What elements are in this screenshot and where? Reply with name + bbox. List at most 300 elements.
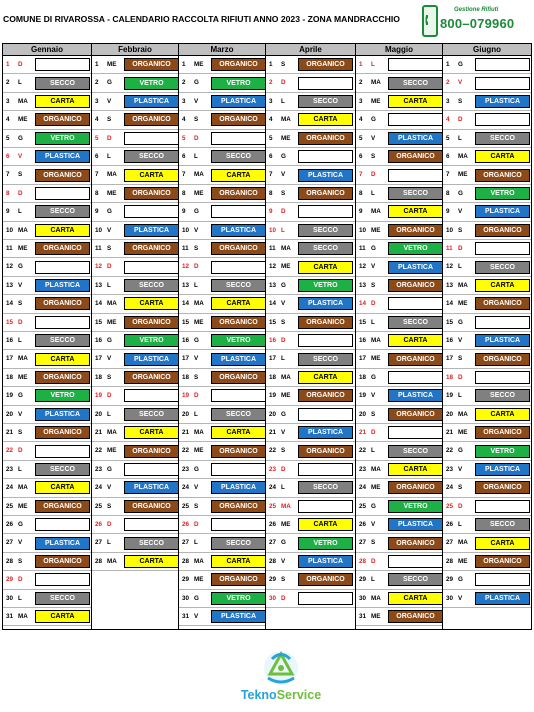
day-number: 27: [359, 539, 367, 547]
day-number: 25: [269, 502, 277, 510]
month-column-maggio: [355, 44, 442, 629]
day-number: 30: [269, 594, 277, 602]
day-row: [179, 203, 265, 221]
day-number: 13: [95, 281, 103, 289]
weekday: G: [371, 373, 376, 381]
weekday: S: [18, 429, 23, 436]
waste-type-carta: CARTA: [35, 95, 90, 108]
day-number: 28: [359, 557, 367, 565]
waste-type-carta: CARTA: [124, 169, 179, 182]
day-row: [92, 222, 178, 240]
day-number: 8: [359, 189, 363, 197]
waste-type-secco: SECCO: [298, 242, 353, 255]
weekday: MA: [18, 97, 28, 105]
no-collection: [298, 592, 353, 605]
day-row: [3, 442, 91, 460]
weekday: ME: [281, 263, 291, 271]
waste-type-carta: CARTA: [298, 113, 353, 126]
weekday: V: [281, 171, 286, 179]
weekday: V: [107, 226, 112, 234]
day-number: 15: [359, 318, 367, 326]
day-row: [92, 534, 178, 552]
day-number: 23: [95, 465, 103, 473]
weekday: MA: [194, 300, 204, 308]
day-row: [266, 258, 355, 276]
day-number: 28: [446, 557, 454, 565]
day-number: 6: [6, 153, 10, 160]
day-number: 22: [269, 447, 277, 455]
waste-type-organico: ORGANICO: [388, 408, 443, 421]
weekday: L: [18, 208, 22, 216]
day-number: 23: [359, 465, 367, 473]
day-row: [92, 148, 178, 166]
day-number: 18: [6, 373, 14, 381]
waste-type-organico: ORGANICO: [298, 316, 353, 329]
day-number: 19: [182, 392, 190, 400]
weekday: ME: [107, 318, 117, 326]
waste-type-organico: ORGANICO: [298, 132, 353, 145]
day-number: 12: [182, 263, 190, 271]
day-number: 10: [6, 226, 14, 234]
weekday: G: [281, 410, 286, 418]
weekday: G: [458, 61, 463, 68]
waste-type-secco: SECCO: [388, 316, 443, 329]
waste-type-secco: SECCO: [211, 408, 266, 421]
waste-type-carta: CARTA: [388, 95, 443, 108]
weekday: D: [194, 263, 199, 271]
day-number: 20: [6, 410, 14, 418]
day-row: [3, 406, 91, 424]
day-row: [266, 277, 355, 295]
weekday: V: [281, 429, 286, 436]
day-number: 9: [269, 208, 273, 216]
day-number: 11: [269, 245, 276, 252]
no-collection: [124, 205, 179, 218]
day-row: [3, 498, 91, 516]
day-row: [92, 350, 178, 368]
waste-type-carta: CARTA: [124, 555, 179, 568]
weekday: D: [107, 263, 112, 271]
waste-type-secco: SECCO: [388, 445, 443, 458]
day-number: 12: [269, 263, 277, 271]
day-row: [356, 148, 442, 166]
day-number: 19: [359, 392, 367, 400]
waste-type-carta: CARTA: [35, 481, 90, 494]
day-number: 24: [182, 484, 190, 492]
day-number: 8: [446, 189, 450, 197]
day-row: [92, 240, 178, 258]
day-number: 18: [359, 373, 367, 381]
day-number: 14: [6, 300, 14, 308]
day-number: 21: [6, 429, 14, 436]
waste-type-secco: SECCO: [211, 150, 266, 163]
day-row: [266, 295, 355, 313]
no-collection: [298, 408, 353, 421]
day-number: 11: [6, 245, 13, 252]
day-row: [266, 406, 355, 424]
month-header: Marzo: [179, 44, 265, 56]
weekday: D: [281, 465, 286, 473]
day-number: 26: [359, 521, 367, 528]
day-number: 27: [446, 539, 454, 547]
day-number: 28: [6, 557, 14, 565]
day-row: [443, 203, 531, 221]
waste-type-plastica: PLASTICA: [388, 132, 443, 145]
day-number: 22: [446, 447, 454, 455]
month-header: Maggio: [356, 44, 442, 56]
waste-type-organico: ORGANICO: [211, 58, 266, 71]
day-row: [179, 516, 265, 534]
waste-type-secco: SECCO: [211, 279, 266, 292]
day-row: [92, 442, 178, 460]
weekday: V: [194, 355, 199, 363]
weekday: MA: [18, 613, 28, 620]
day-number: 31: [182, 613, 190, 620]
weekday: MA: [458, 539, 468, 547]
day-row: [179, 571, 265, 589]
day-number: 1: [269, 61, 273, 68]
waste-type-plastica: PLASTICA: [475, 592, 530, 605]
day-row: [92, 314, 178, 332]
day-number: 3: [182, 97, 186, 105]
weekday: G: [458, 447, 463, 455]
weekday: D: [371, 300, 376, 308]
waste-type-secco: SECCO: [475, 261, 530, 274]
day-number: 12: [6, 263, 14, 271]
day-row: [356, 498, 442, 516]
waste-type-organico: ORGANICO: [211, 371, 266, 384]
weekday: L: [458, 521, 462, 528]
weekday: ME: [371, 355, 381, 363]
day-row: [266, 424, 355, 442]
day-number: 30: [359, 594, 367, 602]
day-number: 17: [6, 355, 14, 363]
day-row: [92, 258, 178, 276]
day-row: [356, 387, 442, 405]
weekday: ME: [281, 521, 291, 528]
day-row: [92, 406, 178, 424]
waste-type-organico: ORGANICO: [35, 426, 90, 439]
day-number: 31: [359, 613, 367, 620]
month-column-aprile: [265, 44, 355, 629]
day-row: [92, 516, 178, 534]
day-number: 3: [6, 97, 10, 105]
day-row: [3, 479, 91, 497]
day-number: 13: [269, 281, 277, 289]
waste-type-plastica: PLASTICA: [388, 389, 443, 402]
weekday: S: [194, 502, 199, 510]
no-collection: [35, 445, 90, 458]
day-row: [443, 258, 531, 276]
day-number: 8: [182, 189, 186, 197]
waste-type-carta: CARTA: [211, 426, 266, 439]
day-row: [3, 516, 91, 534]
weekday: ME: [458, 171, 468, 179]
waste-type-vetro: VETRO: [124, 77, 179, 90]
day-number: 15: [6, 318, 14, 326]
weekday: L: [458, 392, 462, 400]
weekday: MA: [194, 171, 204, 179]
day-number: 19: [269, 392, 277, 400]
weekday: MA: [18, 226, 28, 234]
waste-type-organico: ORGANICO: [475, 426, 530, 439]
day-number: 21: [182, 429, 190, 436]
day-row: [179, 130, 265, 148]
no-collection: [388, 297, 443, 310]
day-number: 15: [182, 318, 190, 326]
weekday: L: [458, 263, 462, 271]
day-row: [266, 553, 355, 571]
day-row: [179, 295, 265, 313]
weekday: ME: [458, 429, 468, 436]
no-collection: [211, 205, 266, 218]
day-number: 27: [95, 539, 103, 547]
day-number: 20: [182, 410, 190, 418]
day-row: [179, 258, 265, 276]
weekday: V: [281, 557, 286, 565]
waste-type-organico: ORGANICO: [35, 371, 90, 384]
day-row: [356, 479, 442, 497]
weekday: G: [107, 79, 112, 87]
weekday: L: [18, 594, 22, 602]
day-number: 8: [269, 189, 273, 197]
day-number: 21: [446, 429, 454, 436]
weekday: D: [458, 116, 463, 124]
day-row: [3, 350, 91, 368]
day-number: 8: [95, 189, 99, 197]
day-number: 30: [6, 594, 14, 602]
day-row: [266, 590, 355, 608]
waste-type-carta: CARTA: [475, 150, 530, 163]
waste-type-carta: CARTA: [475, 537, 530, 550]
day-row: [3, 534, 91, 552]
waste-type-plastica: PLASTICA: [124, 224, 179, 237]
waste-type-plastica: PLASTICA: [475, 95, 530, 108]
weekday: ME: [194, 61, 204, 68]
day-row: [356, 442, 442, 460]
day-number: 4: [182, 116, 186, 124]
weekday: V: [107, 355, 112, 363]
waste-type-vetro: VETRO: [388, 242, 443, 255]
day-row: [266, 130, 355, 148]
waste-type-organico: ORGANICO: [211, 187, 266, 200]
weekday: D: [281, 594, 286, 602]
day-number: 18: [269, 373, 277, 381]
no-collection: [211, 463, 266, 476]
day-row: [443, 387, 531, 405]
no-collection: [388, 169, 443, 182]
day-row: [443, 185, 531, 203]
weekday: G: [281, 281, 286, 289]
weekday: ME: [458, 557, 468, 565]
day-number: 10: [269, 226, 277, 234]
day-number: 15: [269, 318, 277, 326]
weekday: V: [107, 484, 112, 492]
day-row: [443, 406, 531, 424]
waste-type-vetro: VETRO: [388, 500, 443, 513]
day-row: [3, 203, 91, 221]
no-collection: [388, 426, 443, 439]
day-row: [443, 295, 531, 313]
day-row: [443, 277, 531, 295]
day-number: 16: [359, 337, 367, 344]
waste-type-plastica: PLASTICA: [35, 150, 90, 163]
day-number: 18: [95, 373, 103, 381]
weekday: G: [458, 189, 463, 197]
day-number: 20: [269, 410, 277, 418]
waste-type-vetro: VETRO: [211, 77, 266, 90]
day-number: 11: [182, 245, 189, 252]
waste-type-carta: CARTA: [211, 169, 266, 182]
day-row: [3, 571, 91, 589]
waste-type-carta: CARTA: [298, 261, 353, 274]
day-number: 11: [359, 245, 366, 252]
day-row: [3, 608, 91, 626]
no-collection: [388, 113, 443, 126]
day-row: [3, 258, 91, 276]
weekday: ME: [281, 134, 291, 142]
weekday: ME: [107, 447, 117, 455]
day-row: [356, 295, 442, 313]
day-row: [3, 222, 91, 240]
day-number: 7: [6, 171, 10, 179]
waste-type-plastica: PLASTICA: [298, 555, 353, 568]
waste-type-organico: ORGANICO: [35, 169, 90, 182]
day-row: [356, 553, 442, 571]
day-number: 29: [446, 576, 454, 584]
waste-type-plastica: PLASTICA: [298, 297, 353, 310]
day-number: 25: [182, 502, 190, 510]
day-number: 20: [95, 410, 103, 418]
weekday: ME: [18, 116, 28, 124]
waste-type-organico: ORGANICO: [35, 500, 90, 513]
weekday: V: [458, 79, 463, 87]
waste-type-carta: CARTA: [388, 205, 443, 218]
waste-type-organico: ORGANICO: [35, 555, 90, 568]
day-number: 16: [446, 337, 454, 344]
no-collection: [475, 58, 530, 71]
day-row: [356, 571, 442, 589]
day-number: 28: [182, 557, 190, 565]
weekday: V: [194, 613, 199, 620]
day-number: 25: [446, 502, 454, 510]
weekday: S: [281, 189, 286, 197]
day-row: [443, 571, 531, 589]
weekday: V: [371, 263, 376, 271]
day-number: 19: [6, 392, 14, 400]
day-row: [3, 111, 91, 129]
weekday: S: [458, 484, 463, 492]
waste-type-secco: SECCO: [124, 408, 179, 421]
day-row: [266, 56, 355, 74]
weekday: L: [281, 355, 285, 363]
day-row: [179, 424, 265, 442]
day-number: 26: [269, 521, 277, 528]
no-collection: [124, 389, 179, 402]
day-number: 27: [182, 539, 190, 547]
no-collection: [298, 150, 353, 163]
day-row: [266, 314, 355, 332]
day-row: [443, 222, 531, 240]
waste-type-plastica: PLASTICA: [211, 224, 266, 237]
waste-type-plastica: PLASTICA: [211, 353, 266, 366]
waste-type-vetro: VETRO: [298, 537, 353, 550]
day-row: [3, 424, 91, 442]
day-number: 5: [6, 134, 10, 142]
day-number: 24: [95, 484, 103, 492]
weekday: MA: [458, 410, 468, 418]
day-row: [266, 442, 355, 460]
day-row: [3, 461, 91, 479]
day-number: 10: [95, 226, 103, 234]
day-row: [266, 387, 355, 405]
day-row: [356, 332, 442, 350]
day-number: 26: [95, 521, 103, 528]
day-row: [3, 166, 91, 184]
waste-type-secco: SECCO: [298, 353, 353, 366]
day-number: 4: [269, 116, 273, 124]
waste-type-vetro: VETRO: [475, 445, 530, 458]
day-row: [266, 332, 355, 350]
day-number: 2: [269, 79, 273, 87]
day-row: [266, 516, 355, 534]
month-column-febbraio: [91, 44, 178, 629]
no-collection: [475, 573, 530, 586]
weekday: MA: [281, 116, 291, 124]
day-number: 21: [269, 429, 277, 436]
day-row: [356, 277, 442, 295]
weekday: G: [194, 79, 199, 87]
day-row: [3, 130, 91, 148]
weekday: MA: [107, 429, 117, 436]
waste-type-vetro: VETRO: [211, 592, 266, 605]
weekday: G: [18, 392, 23, 400]
month-column-gennaio: [3, 44, 91, 629]
day-number: 4: [95, 116, 99, 124]
day-row: [92, 369, 178, 387]
weekday: G: [18, 521, 23, 528]
day-row: [179, 590, 265, 608]
day-row: [356, 314, 442, 332]
day-number: 5: [95, 134, 99, 142]
day-number: 5: [269, 134, 273, 142]
weekday: G: [18, 134, 23, 142]
day-number: 11: [446, 245, 453, 252]
day-row: [179, 332, 265, 350]
weekday: V: [18, 410, 23, 418]
day-row: [356, 130, 442, 148]
day-row: [92, 498, 178, 516]
weekday: D: [18, 61, 23, 68]
day-row: [179, 74, 265, 92]
day-row: [356, 258, 442, 276]
day-number: 23: [446, 465, 454, 473]
no-collection: [388, 555, 443, 568]
day-row: [443, 240, 531, 258]
weekday: V: [458, 594, 463, 602]
weekday: D: [194, 521, 199, 528]
weekday: L: [371, 318, 375, 326]
day-row: [443, 74, 531, 92]
day-row: [356, 608, 442, 626]
day-row: [266, 203, 355, 221]
day-number: 9: [95, 208, 99, 216]
day-row: [179, 185, 265, 203]
no-collection: [35, 573, 90, 586]
day-row: [356, 74, 442, 92]
day-number: 1: [6, 61, 10, 68]
weekday: ME: [107, 61, 117, 68]
